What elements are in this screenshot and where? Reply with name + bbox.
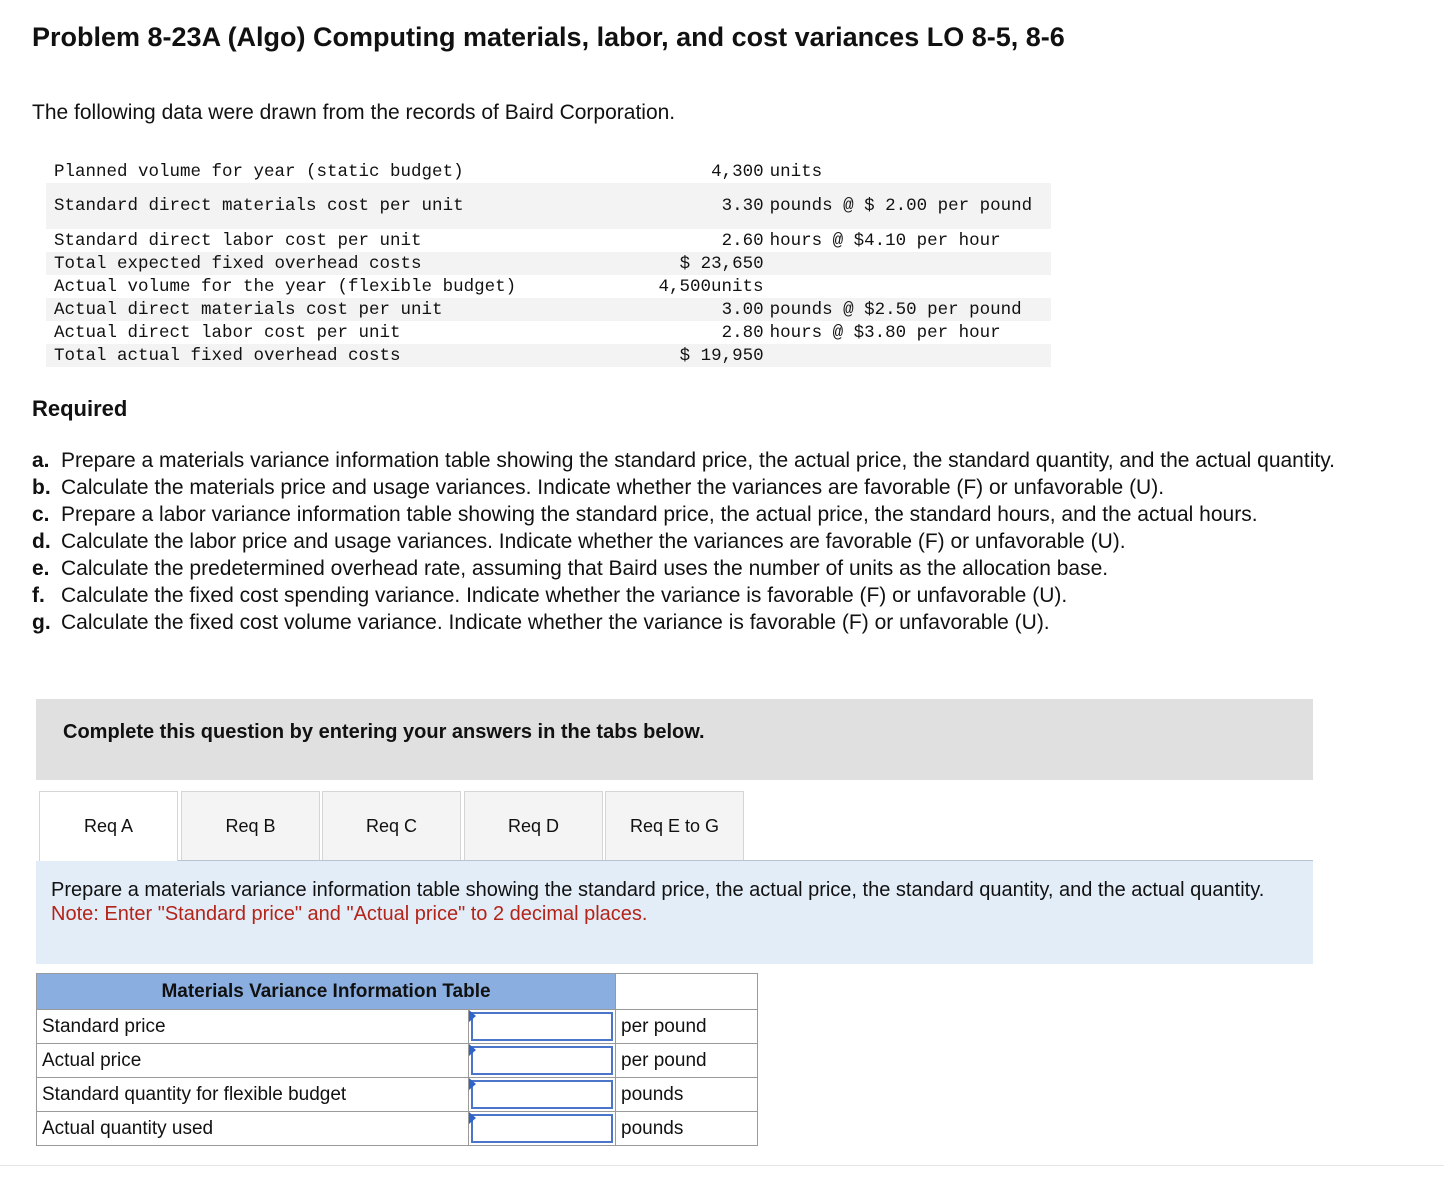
data-row-label: Standard direct materials cost per unit — [46, 183, 657, 229]
data-row-value: 4,300 — [711, 161, 764, 182]
answer-cell — [469, 1044, 616, 1078]
standard-quantity-input[interactable] — [471, 1080, 613, 1109]
tab-req-c[interactable]: Req C — [322, 791, 461, 862]
data-row-unit — [770, 275, 1051, 298]
row-label: Actual price — [37, 1044, 469, 1078]
required-item-text: Calculate the fixed cost volume variance. Indicate whether the variance is favorable (F) or unfavorable (U). — [61, 611, 1050, 634]
required-item — [32, 582, 1427, 609]
banner-text: Complete this question by entering your answers in the tabs below. — [63, 721, 705, 743]
required-item-text: Calculate the labor price and usage variances. Indicate whether the variances are favorable (F) or unfavorable (U). — [61, 530, 1126, 553]
required-item — [32, 528, 1427, 555]
row-unit: per pound — [616, 1044, 758, 1078]
data-row-label: Actual direct labor cost per unit — [54, 322, 401, 343]
data-row — [46, 183, 1051, 229]
data-row-unit: units — [769, 161, 823, 182]
data-row-label: Total expected fixed overhead costs — [46, 252, 657, 275]
table-row — [37, 1010, 758, 1044]
required-item-text: Calculate the predetermined overhead rate, assuming that Baird uses the number of units as the allocation base. — [61, 557, 1109, 580]
answer-cell — [469, 1078, 616, 1112]
data-row-label: Actual volume for the year (flexible budget) — [54, 276, 517, 297]
data-row-value: 2.60 — [721, 230, 764, 251]
cell-marker-icon — [469, 1010, 476, 1022]
header-blank-cell — [616, 974, 758, 1010]
required-item-letter: e. — [32, 557, 50, 580]
tab-panel-instructions — [36, 861, 1313, 964]
panel-instruction: Prepare a materials variance information table showing the standard price, the actual price, the standard quantity, and the actual quantity. — [51, 879, 1265, 901]
data-row-unit: hours @ $3.80 per hour — [769, 322, 1001, 343]
instructions-banner — [36, 699, 1313, 780]
required-item-text: Calculate the materials price and usage variances. Indicate whether the variances are favorable (F) or unfavorable (U). — [61, 476, 1165, 499]
cell-marker-icon — [469, 1078, 476, 1090]
row-label: Standard price — [37, 1010, 469, 1044]
required-item-letter: c. — [32, 503, 50, 526]
tab-req-b[interactable]: Req B — [181, 791, 320, 862]
data-row-value: 3.30 — [657, 183, 770, 229]
row-label: Standard quantity for flexible budget — [37, 1078, 469, 1112]
required-item-text: Calculate the fixed cost spending variance. Indicate whether the variance is favorable (F) or unfavorable (U). — [61, 584, 1068, 607]
required-item-letter: f. — [32, 584, 45, 607]
data-table — [46, 160, 1051, 367]
required-item — [32, 555, 1427, 582]
data-row — [46, 160, 1051, 183]
cell-marker-icon — [469, 1044, 476, 1056]
tab-req-e-to-g[interactable]: Req E to G — [605, 791, 744, 862]
data-row-label: Actual direct materials cost per unit — [46, 298, 657, 321]
actual-price-input[interactable] — [471, 1046, 613, 1075]
footer-divider — [0, 1165, 1444, 1166]
table-row — [37, 1044, 758, 1078]
actual-quantity-input[interactable] — [471, 1114, 613, 1143]
answer-cell — [469, 1112, 616, 1146]
data-row-unit: pounds @ $ 2.00 per pound — [770, 183, 1051, 229]
required-item-letter: g. — [32, 611, 51, 634]
data-row-label: Total actual fixed overhead costs — [46, 344, 657, 367]
data-row-value: $ 23,650 — [657, 252, 770, 275]
required-item — [32, 447, 1427, 474]
page-title: Problem 8-23A (Algo) Computing materials, labor, and cost variances LO 8-5, 8-6 — [32, 22, 1065, 52]
required-item — [32, 609, 1427, 636]
data-row — [46, 275, 1051, 298]
data-row-unit: pounds @ $2.50 per pound — [770, 298, 1051, 321]
tab-req-d[interactable]: Req D — [464, 791, 603, 862]
required-item-letter: b. — [32, 476, 51, 499]
answer-cell — [469, 1010, 616, 1044]
data-row-value: 2.80 — [721, 322, 764, 343]
row-unit: pounds — [616, 1078, 758, 1112]
data-row-label: Planned volume for year (static budget) — [54, 161, 464, 182]
data-row-unit: hours @ $4.10 per hour — [769, 230, 1001, 251]
intro-text: The following data were drawn from the records of Baird Corporation. — [32, 101, 676, 124]
data-row-unit — [770, 344, 1051, 367]
data-row-unit — [770, 252, 1051, 275]
data-row-value: $ 19,950 — [657, 344, 770, 367]
panel-note: Note: Enter "Standard price" and "Actual price" to 2 decimal places. — [51, 903, 648, 925]
cell-marker-icon — [469, 1112, 476, 1124]
data-row — [46, 229, 1051, 252]
data-row — [46, 321, 1051, 344]
data-row-label: Standard direct labor cost per unit — [54, 230, 422, 251]
required-item — [32, 474, 1427, 501]
data-row — [46, 298, 1051, 321]
data-row — [46, 252, 1051, 275]
required-item — [32, 501, 1427, 528]
standard-price-input[interactable] — [471, 1012, 613, 1041]
materials-variance-table-header: Materials Variance Information Table — [37, 974, 616, 1010]
data-row-value: 3.00 — [657, 298, 770, 321]
required-item-text: Prepare a materials variance information table showing the standard price, the actual price, the standard quantity, and the actual quantity. — [61, 449, 1335, 472]
table-row — [37, 1078, 758, 1112]
data-row — [46, 344, 1051, 367]
required-heading: Required — [32, 396, 128, 421]
row-unit: pounds — [616, 1112, 758, 1146]
data-row-value: 4,500units — [658, 276, 764, 297]
required-item-text: Prepare a labor variance information table showing the standard price, the actual price, the standard hours, and the actual hours. — [61, 503, 1258, 526]
panel-text — [51, 878, 1281, 926]
materials-variance-table — [36, 973, 758, 1146]
required-item-letter: d. — [32, 530, 51, 553]
table-row — [37, 1112, 758, 1146]
required-list — [32, 447, 1427, 636]
tab-req-a[interactable]: Req A — [39, 791, 178, 863]
row-label: Actual quantity used — [37, 1112, 469, 1146]
row-unit: per pound — [616, 1010, 758, 1044]
required-item-letter: a. — [32, 449, 50, 472]
